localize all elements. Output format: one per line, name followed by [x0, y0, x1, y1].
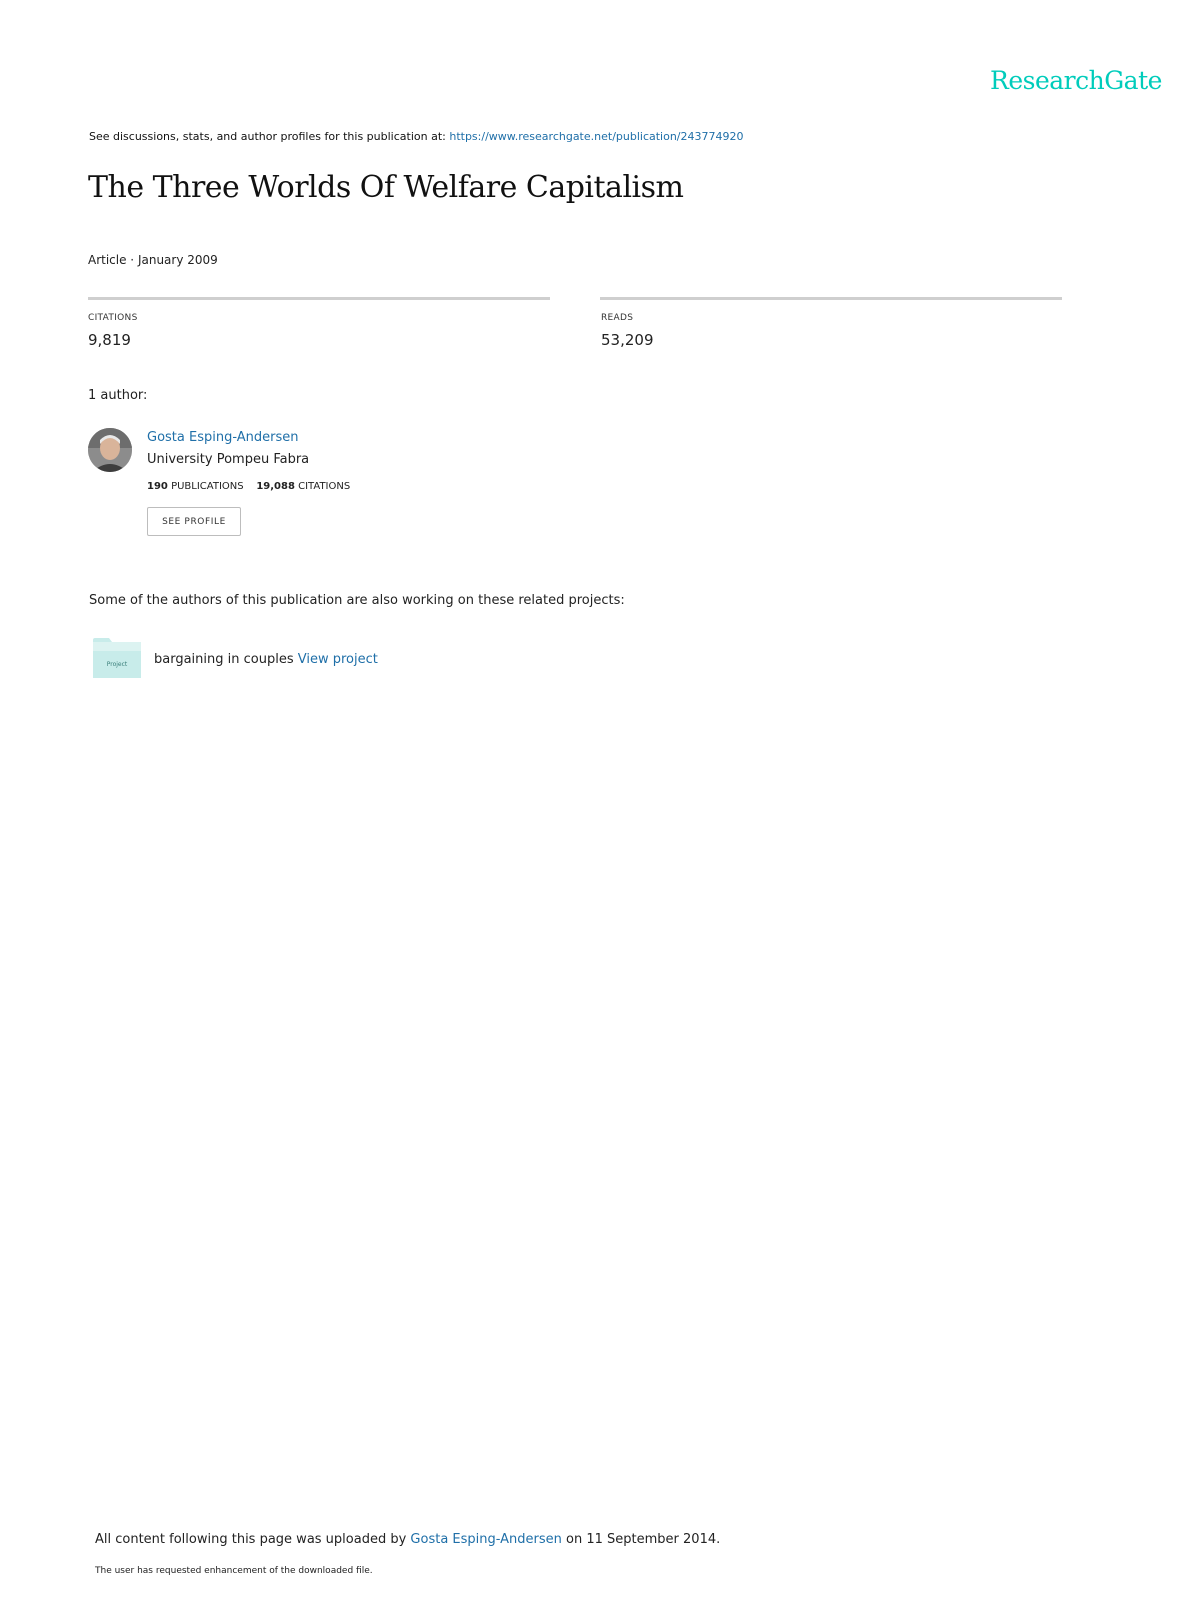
project-name: bargaining in couples: [154, 652, 298, 667]
project-folder-icon: [93, 638, 141, 678]
reads-divider: [600, 297, 1062, 300]
discussion-notice: [89, 130, 744, 143]
reads-value: 53,209: [601, 331, 654, 349]
avatar-portrait-icon: [88, 428, 132, 472]
author-citations-label: CITATIONS: [298, 481, 351, 492]
related-projects-heading: Some of the authors of this publication are also working on these related projects:: [89, 593, 625, 608]
view-project-link[interactable]: View project: [297, 652, 378, 667]
publication-meta: Article · January 2009: [88, 253, 218, 267]
author-publications-count: 190: [147, 481, 168, 492]
citations-divider: [88, 297, 550, 300]
publication-title: The Three Worlds Of Welfare Capitalism: [88, 170, 684, 205]
citations-value: 9,819: [88, 331, 131, 349]
project-item: [154, 652, 378, 667]
discussion-notice-text: See discussions, stats, and author profiles for this publication at:: [89, 130, 450, 143]
publication-url-link[interactable]: https://www.researchgate.net/publication/243774920: [449, 130, 744, 143]
researchgate-logo[interactable]: ResearchGate: [990, 66, 1162, 95]
author-count: 1 author:: [88, 388, 148, 403]
author-citations-count: 19,088: [256, 481, 295, 492]
author-stats: [147, 481, 350, 492]
author-name-link[interactable]: Gosta Esping-Andersen: [147, 430, 299, 445]
author-avatar[interactable]: [88, 428, 132, 472]
upload-suffix: on 11 September 2014.: [561, 1532, 721, 1547]
author-publications-label: PUBLICATIONS: [171, 481, 244, 492]
project-icon-label: Project: [106, 661, 128, 668]
upload-prefix: All content following this page was uploaded by: [95, 1532, 411, 1547]
uploader-link[interactable]: Gosta Esping-Andersen: [410, 1532, 562, 1547]
download-note: The user has requested enhancement of the downloaded file.: [95, 1566, 373, 1576]
see-profile-button[interactable]: SEE PROFILE: [147, 507, 241, 536]
author-institution: University Pompeu Fabra: [147, 452, 310, 467]
citations-label: CITATIONS: [88, 313, 138, 323]
reads-label: READS: [601, 313, 634, 323]
upload-notice: [95, 1532, 720, 1547]
